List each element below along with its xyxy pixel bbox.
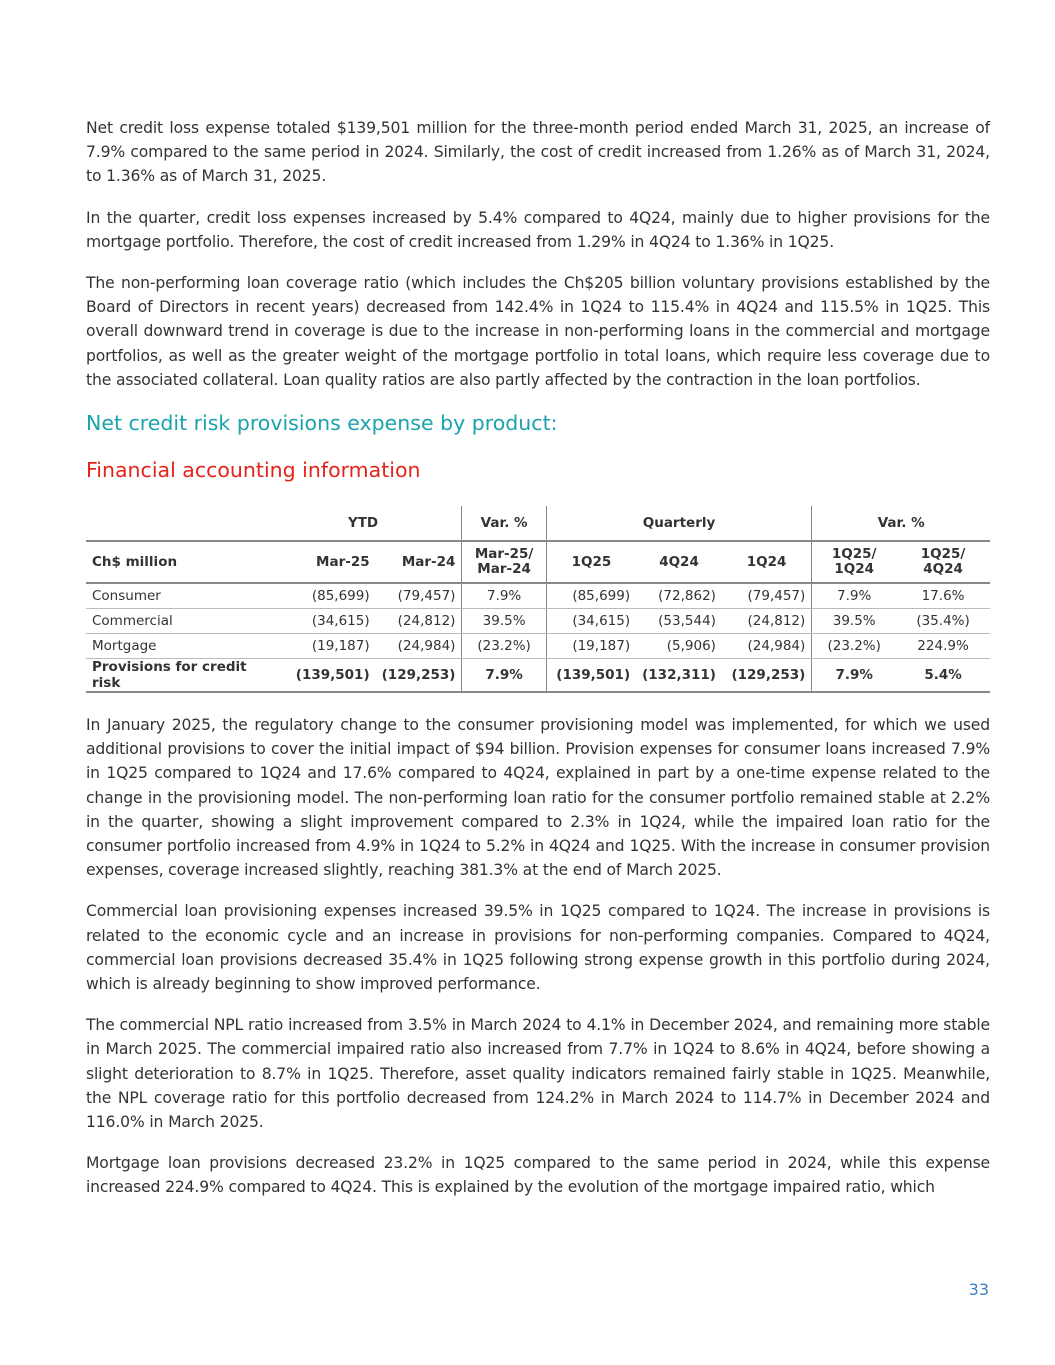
table-row [86,609,990,634]
table-row [86,634,990,659]
table-cell: 39.5% [462,609,546,634]
provisions-table [86,506,990,693]
row-label: Consumer [86,583,265,609]
table-cell: (19,187) [265,634,376,659]
section-heading: Net credit risk provisions expense by product: [86,411,558,436]
column-header: 1Q25/ 4Q24 [896,541,990,583]
table-cell: (129,253) [722,659,812,693]
table-cell: (85,699) [546,583,636,609]
row-label: Provisions for credit risk [86,659,265,693]
table-cell: (34,615) [546,609,636,634]
column-header: 1Q25 [546,541,636,583]
row-label: Mortgage [86,634,265,659]
table-cell: (5,906) [636,634,722,659]
paragraph: Net credit loss expense totaled $139,501 million for the three-month period ended March 31, 2025, an increase of 7.9% compared to the same period in 2024. Similarly, the cost of credit increased from 1.26% as of March 31, 2024, to 1.36% as of March 31, 2025. [86,119,990,186]
group-header: Var. % [462,506,546,541]
paragraph: The commercial NPL ratio increased from 3.5% in March 2024 to 4.1% in December 2024, and remaining more stable in March 2025. The commercial impaired ratio also increased from 7.7% in 1Q24 to 8.6% in 4Q24, before showing a slight deterioration to 8.7% in 1Q25. Therefore, asset quality indicators remained fairly stable in 1Q25. Meanwhile, the NPL coverage ratio for this portfolio decreased from 124.2% in March 2024 to 114.7% in December 2024 and 116.0% in March 2025. [86,1016,990,1132]
table-cell: (24,812) [722,609,812,634]
table-cell: (23.2%) [812,634,896,659]
table-cell: 7.9% [462,583,546,609]
group-header: YTD [265,506,462,541]
group-header: Quarterly [546,506,812,541]
table-cell: 17.6% [896,583,990,609]
table-cell: 224.9% [896,634,990,659]
column-header: Mar-25 [265,541,376,583]
paragraph: In January 2025, the regulatory change to the consumer provisioning model was implemented, for which we used additional provisions to cover the initial impact of $94 billion. Provision expenses for consumer loans increased 7.9% in 1Q25 compared to 1Q24 and 17.6% compared to 4Q24, explained in part by a one-time expense related to the change in the provisioning model. The non-performing loan ratio for the consumer portfolio remained stable at 2.2% in the quarter, showing a slight improvement compared to 2.3% in 1Q24, while the impaired loan ratio for the consumer portfolio increased from 4.9% in 1Q24 to 5.2% in 4Q24 and 1Q25. With the increase in consumer provision expenses, coverage increased slightly, reaching 381.3% at the end of March 2025. [86,716,990,880]
table-cell: (24,984) [376,634,462,659]
table-cell: 7.9% [462,659,546,693]
table-cell: (23.2%) [462,634,546,659]
table-cell: (139,501) [546,659,636,693]
column-header: 1Q24 [722,541,812,583]
page-number: 33 [968,1280,989,1299]
paragraph: The non-performing loan coverage ratio (which includes the Ch$205 billion voluntary provisions established by the Board of Directors in recent years) decreased from 142.4% in 1Q24 to 115.4% in 4Q24 and 115.5% in 1Q25. This overall downward trend in coverage is due to the increase in non-performing loans in the commercial and mortgage portfolios, as well as the greater weight of the mortgage portfolio in total loans, which require less coverage due to the associated collateral. Loan quality ratios are also partly affected by the contraction in the loan portfolios. [86,274,990,389]
table-row [86,659,990,693]
column-header: 1Q25/ 1Q24 [812,541,896,583]
table-cell: (72,862) [636,583,722,609]
column-header: 4Q24 [636,541,722,583]
table-cell: (79,457) [376,583,462,609]
table-cell: (19,187) [546,634,636,659]
table-cell: (24,984) [722,634,812,659]
paragraph: In the quarter, credit loss expenses increased by 5.4% compared to 4Q24, mainly due to higher provisions for the mortgage portfolio. Therefore, the cost of credit increased from 1.29% in 4Q24 to 1.36% in 1Q25. [86,208,990,251]
table-cell: (34,615) [265,609,376,634]
subsection-heading: Financial accounting information [86,458,421,483]
table-cell: 5.4% [896,659,990,693]
paragraph: Commercial loan provisioning expenses increased 39.5% in 1Q25 compared to 1Q24. The increase in provisions is related to the economic cycle and an increase in provisions for non-performing companies. Compared to 4Q24, commercial loan provisions decreased 35.4% in 1Q25 following strong expense growth in this portfolio during 2024, which is already beginning to show improved performance. [86,902,990,994]
table-cell: (85,699) [265,583,376,609]
table-cell: (139,501) [265,659,376,693]
row-label: Commercial [86,609,265,634]
table-cell: (53,544) [636,609,722,634]
group-header: Var. % [812,506,990,541]
paragraph: Mortgage loan provisions decreased 23.2% in 1Q25 compared to the same period in 2024, while this expense increased 224.9% compared to 4Q24. This is explained by the evolution of the mortgage impaired ratio, which [86,1154,990,1197]
column-header: Mar-24 [376,541,462,583]
table-row [86,583,990,609]
table-cell: (24,812) [376,609,462,634]
table-cell: (79,457) [722,583,812,609]
table-cell: (129,253) [376,659,462,693]
table-cell: 7.9% [812,583,896,609]
table-cell: 7.9% [812,659,896,693]
table-cell: (35.4%) [896,609,990,634]
table-cell: 39.5% [812,609,896,634]
column-header: Ch$ million [86,541,265,583]
table-cell: (132,311) [636,659,722,693]
column-header: Mar-25/ Mar-24 [462,541,546,583]
